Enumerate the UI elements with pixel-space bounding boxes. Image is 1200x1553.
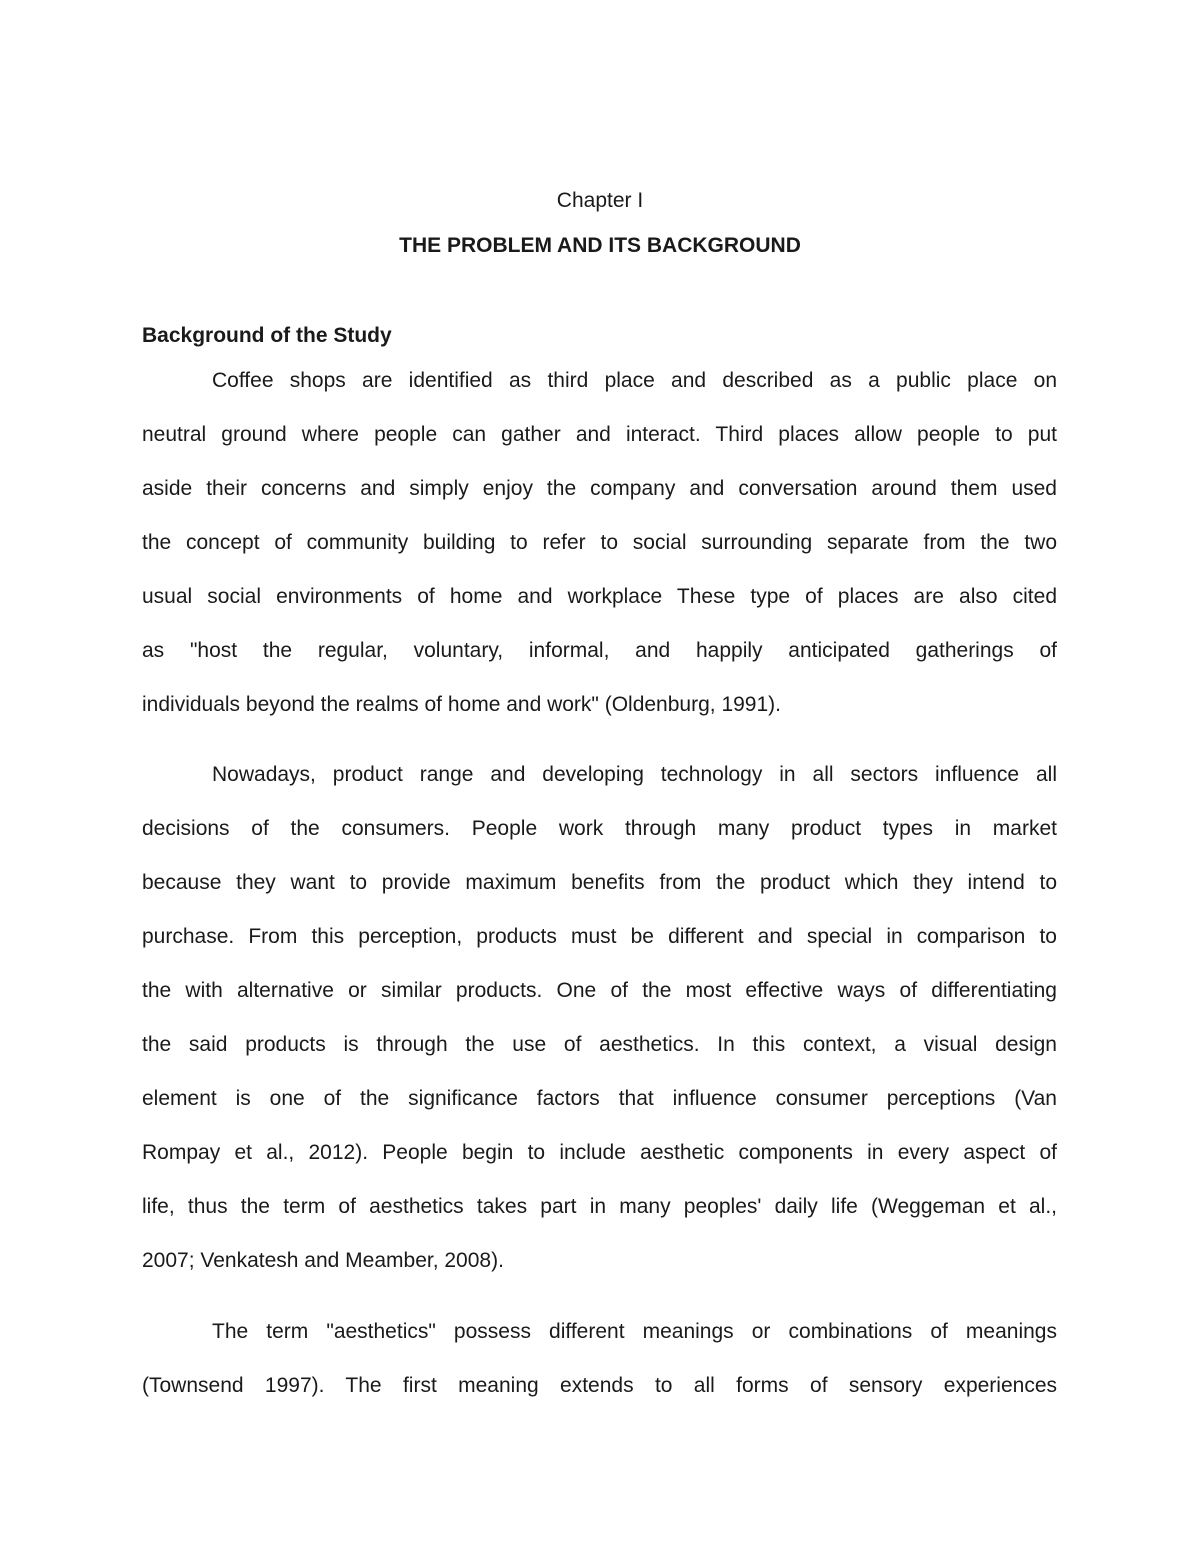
paragraph-1-line-5: usual social environments of home and workplace These type of places are also cited: [142, 585, 1057, 608]
paragraph-3-line-2: (Townsend 1997). The first meaning extends to all forms of sensory experiences: [142, 1374, 1057, 1397]
paragraph-3-line-1: The term "aesthetics" possess different meanings or combinations of meanings: [212, 1320, 1057, 1343]
paragraph-1-line-2: neutral ground where people can gather and interact. Third places allow people to put: [142, 423, 1057, 446]
paragraph-1-line-4: the concept of community building to refer to social surrounding separate from the two: [142, 531, 1057, 554]
paragraph-1-line-3: aside their concerns and simply enjoy the company and conversation around them used: [142, 477, 1057, 500]
paragraph-2-line-8: Rompay et al., 2012). People begin to include aesthetic components in every aspect of: [142, 1141, 1057, 1164]
section-heading: Background of the Study: [142, 324, 392, 347]
chapter-label: Chapter I: [556, 189, 644, 212]
paragraph-2-line-10: 2007; Venkatesh and Meamber, 2008).: [142, 1249, 504, 1272]
paragraph-1-line-1: Coffee shops are identified as third place and described as a public place on: [212, 369, 1057, 392]
paragraph-2-line-9: life, thus the term of aesthetics takes part in many peoples' daily life (Weggeman et al.,: [142, 1195, 1057, 1218]
paragraph-1-line-7: individuals beyond the realms of home and work" (Oldenburg, 1991).: [142, 693, 781, 716]
paragraph-2-line-7: element is one of the significance factors that influence consumer perceptions (Van: [142, 1087, 1057, 1110]
paragraph-2-line-1: Nowadays, product range and developing technology in all sectors influence all: [212, 763, 1057, 786]
paragraph-2-line-4: purchase. From this perception, products must be different and special in comparison to: [142, 925, 1057, 948]
paragraph-2-line-6: the said products is through the use of aesthetics. In this context, a visual design: [142, 1033, 1057, 1056]
chapter-title: THE PROBLEM AND ITS BACKGROUND: [399, 234, 801, 257]
paragraph-2-line-2: decisions of the consumers. People work through many product types in market: [142, 817, 1057, 840]
paragraph-1-line-6: as "host the regular, voluntary, informal, and happily anticipated gatherings of: [142, 639, 1057, 662]
paragraph-2-line-5: the with alternative or similar products. One of the most effective ways of differentiating: [142, 979, 1057, 1002]
paragraph-2-line-3: because they want to provide maximum benefits from the product which they intend to: [142, 871, 1057, 894]
